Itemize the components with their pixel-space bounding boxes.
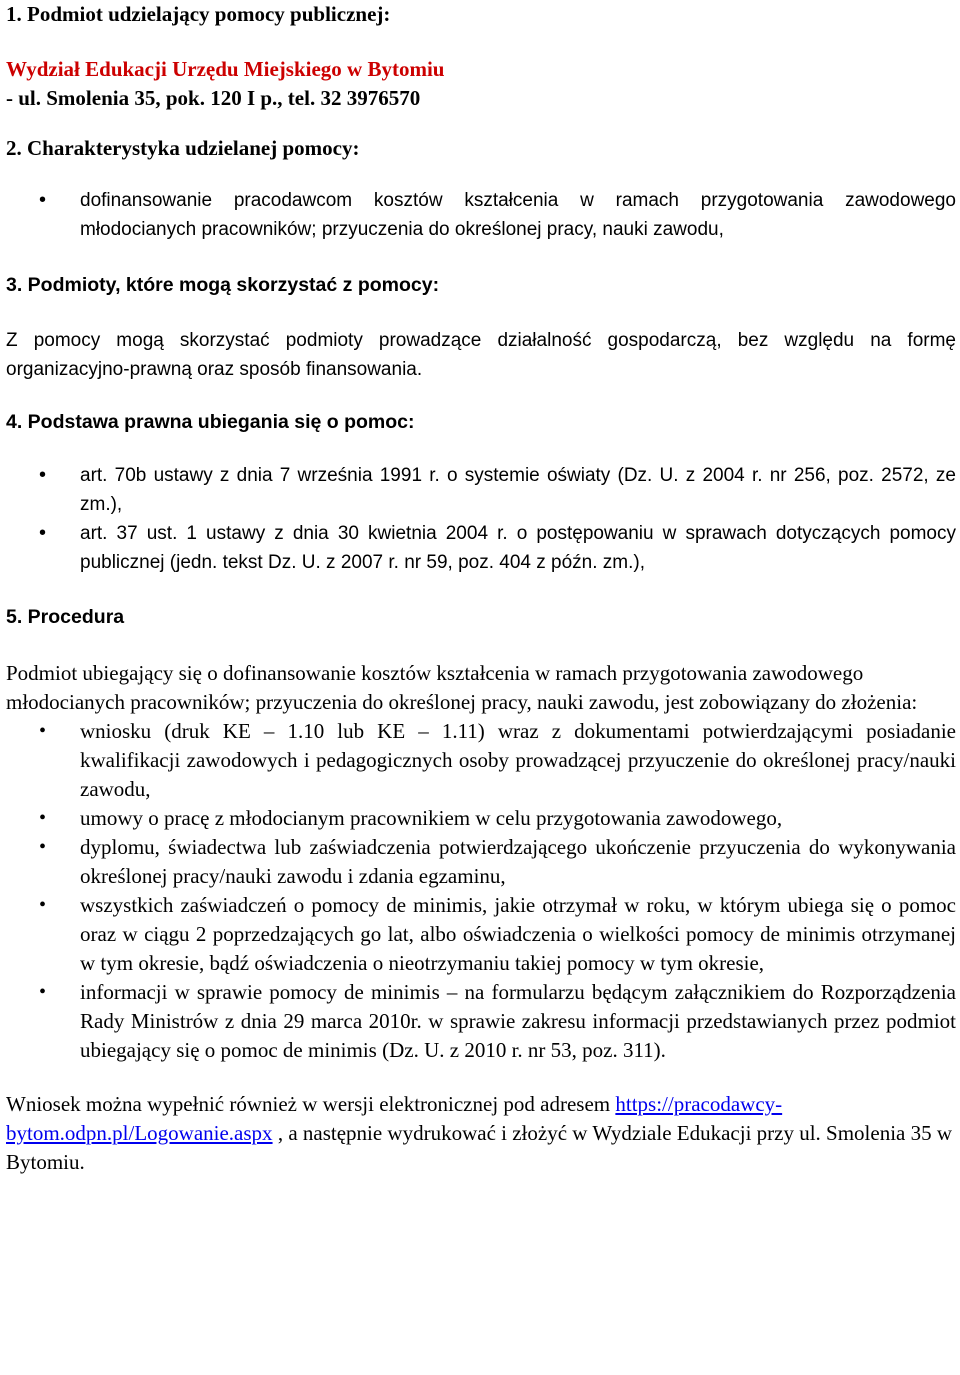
list-item-text: art. 37 ust. 1 ustawy z dnia 30 kwietnia 2004 r. o postępowaniu w sprawach dotyczących pomocy publicznej (jedn. tekst Dz. U. z 2007 r. nr 59, poz. 404 z późn. zm.),	[80, 523, 956, 573]
list-item	[6, 186, 956, 244]
section-5-intro: Podmiot ubiegający się o dofinansowanie kosztów kształcenia w ramach przygotowania zawodowego młodocianych pracowników; przyuczenia do określonej pracy, nauki zawodu, jest zobowiązany do złożenia:	[6, 661, 918, 714]
list-item-text: wszystkich zaświadczeń o pomocy de minimis, jakie otrzymał w roku, w którym ubiega się o pomoc oraz w ciągu 2 poprzedzających go lat, albo oświadczenia o wielkości pomocy de minimis otrzymanej w tym okresie, bądź oświadczenia o nieotrzymaniu takiej pomocy w tym okresie,	[80, 893, 956, 975]
section-3-heading: 3. Podmioty, które mogą skorzystać z pomocy:	[6, 274, 440, 296]
list-item-text: wniosku (druk KE – 1.10 lub KE – 1.11) wraz z dokumentami potwierdzającymi posiadanie kwalifikacji zawodowych i pedagogicznych osoby prowadzącej przyuczenie do określonej pracy/nauki zawodu,	[80, 719, 956, 801]
section-4-heading: 4. Podstawa prawna ubiegania się o pomoc:	[6, 411, 415, 433]
list-item-text: umowy o pracę z młodocianym pracownikiem w celu przygotowania zawodowego,	[80, 806, 783, 830]
list-item	[6, 717, 956, 804]
bullet-icon: •	[39, 894, 47, 916]
section-1-heading: 1. Podmiot udzielający pomocy publicznej:	[6, 2, 391, 26]
bullet-icon: •	[39, 836, 47, 858]
section-2-list	[6, 186, 956, 244]
section-2-heading: 2. Charakterystyka udzielanej pomocy:	[6, 136, 360, 160]
bullet-icon: •	[39, 522, 47, 544]
section-5-heading: 5. Procedura	[6, 606, 125, 628]
bullet-icon: •	[39, 981, 47, 1003]
footer-paragraph	[6, 1090, 956, 1177]
list-item	[6, 804, 956, 833]
footer-text-before: Wniosek można wypełnić również w wersji elektronicznej pod adresem	[6, 1092, 616, 1116]
section-3-text: Z pomocy mogą skorzystać podmioty prowadzące działalność gospodarczą, bez względu na formę organizacyjno-prawną oraz sposób finansowania.	[6, 330, 956, 380]
office-address: - ul. Smolenia 35, pok. 120 I p., tel. 32 3976570	[6, 86, 421, 110]
list-item-text: informacji w sprawie pomocy de minimis – na formularzu będącym załącznikiem do Rozporządzenia Rady Ministrów z dnia 29 marca 2010r. w sprawie zakresu informacji przedstawianych przez podmiot ubiegający się o pomoc de minimis (Dz. U. z 2010 r. nr 53, poz. 311).	[80, 980, 956, 1062]
document-page	[6, 0, 956, 1177]
list-item-text: dyplomu, świadectwa lub zaświadczenia potwierdzającego ukończenie przyuczenia do wykonywania określonej pracy/nauki zawodu i zdania egzaminu,	[80, 835, 956, 888]
list-item	[6, 833, 956, 891]
registration-link[interactable]: https://pracodawcy-bytom.odpn.pl/Logowanie.aspx	[6, 1092, 783, 1145]
list-item	[6, 978, 956, 1065]
section-5-list	[6, 717, 956, 1065]
list-item	[6, 519, 956, 577]
list-item-text: art. 70b ustawy z dnia 7 września 1991 r. o systemie oświaty (Dz. U. z 2004 r. nr 256, poz. 2572, ze zm.),	[80, 465, 956, 515]
list-item-text: dofinansowanie pracodawcom kosztów kształcenia w ramach przygotowania zawodowego młodocianych pracowników; przyuczenia do określonej pracy, nauki zawodu,	[80, 190, 956, 240]
footer-text-after: , a następnie wydrukować i złożyć w Wydziale Edukacji przy ul. Smolenia 35 w Bytomiu.	[6, 1121, 953, 1174]
bullet-icon: •	[39, 720, 47, 742]
list-item	[6, 891, 956, 978]
list-item	[6, 461, 956, 519]
bullet-icon: •	[39, 189, 47, 211]
section-4-list	[6, 461, 956, 577]
bullet-icon: •	[39, 464, 47, 486]
office-name: Wydział Edukacji Urzędu Miejskiego w Bytomiu	[6, 57, 445, 81]
bullet-icon: •	[39, 807, 47, 829]
